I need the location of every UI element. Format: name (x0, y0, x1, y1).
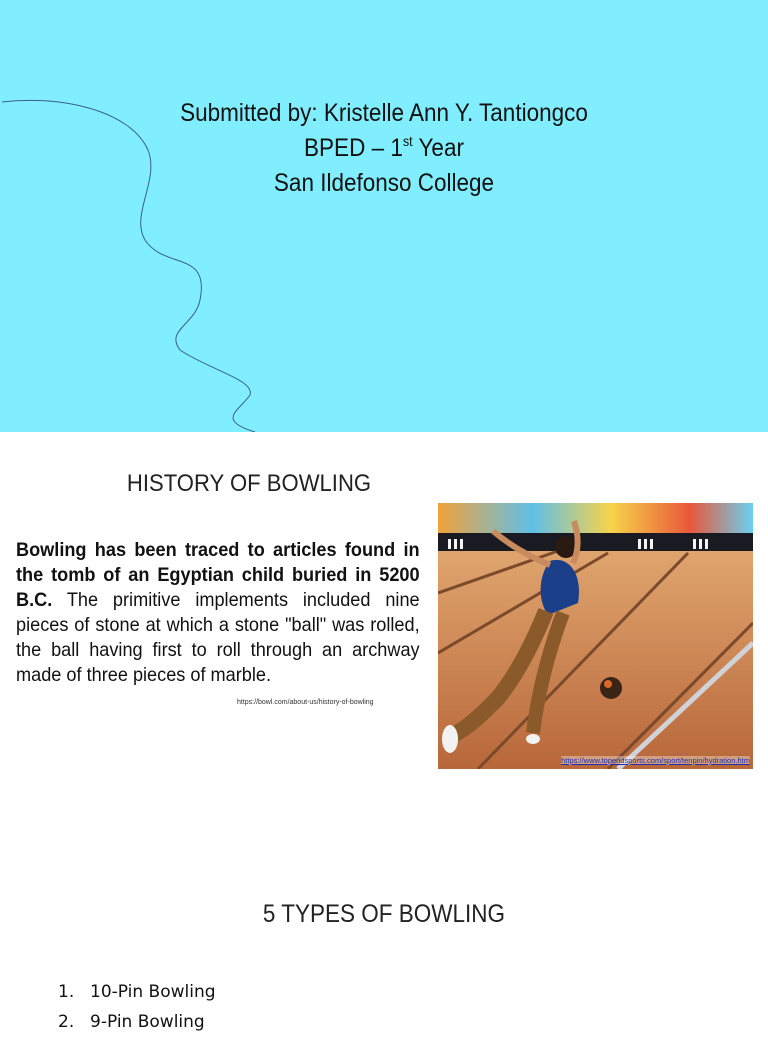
school-line: San Ildefonso College (273, 169, 495, 197)
squiggle-line-decoration (0, 0, 768, 432)
history-source: https://bowl.com/about-us/history-of-bowling (237, 699, 374, 706)
bowling-photo-illustration (438, 503, 753, 769)
history-body-text: The primitive implements included nine pieces of stone at which a stone "ball" was rolled, the ball having first to roll through an archway made of three pieces of marble. (16, 589, 420, 686)
cover-slide (0, 0, 768, 432)
list-item-label: 10-Pin Bowling (90, 982, 216, 1002)
history-title: HISTORY OF BOWLING (126, 470, 372, 497)
types-slide (0, 864, 768, 1032)
types-list (58, 982, 216, 1042)
course-line (38, 131, 729, 166)
list-item-number: 1. (58, 982, 75, 1002)
list-item-number: 2. (58, 1012, 75, 1032)
course-prefix: BPED – 1 (304, 134, 403, 162)
history-slide (0, 432, 768, 864)
list-item (58, 982, 216, 1012)
cover-credits (38, 96, 729, 201)
history-bold-text: Bowling has been traced to articles found in the tomb of an Egyptian child buried in 5200 B.C. (16, 539, 420, 611)
course-suffix: Year (412, 134, 464, 162)
history-paragraph (16, 538, 420, 688)
types-title: 5 TYPES OF BOWLING (262, 900, 506, 928)
bowling-photo (438, 503, 753, 769)
photo-source-link[interactable]: https://www.topendsports.com/sport/tenpin/hydration.htm (561, 756, 750, 765)
list-item-label: 9-Pin Bowling (90, 1012, 205, 1032)
submitted-by-line: Submitted by: Kristelle Ann Y. Tantiongco (180, 99, 588, 127)
course-superscript: st (402, 133, 413, 149)
list-item (58, 1012, 216, 1042)
